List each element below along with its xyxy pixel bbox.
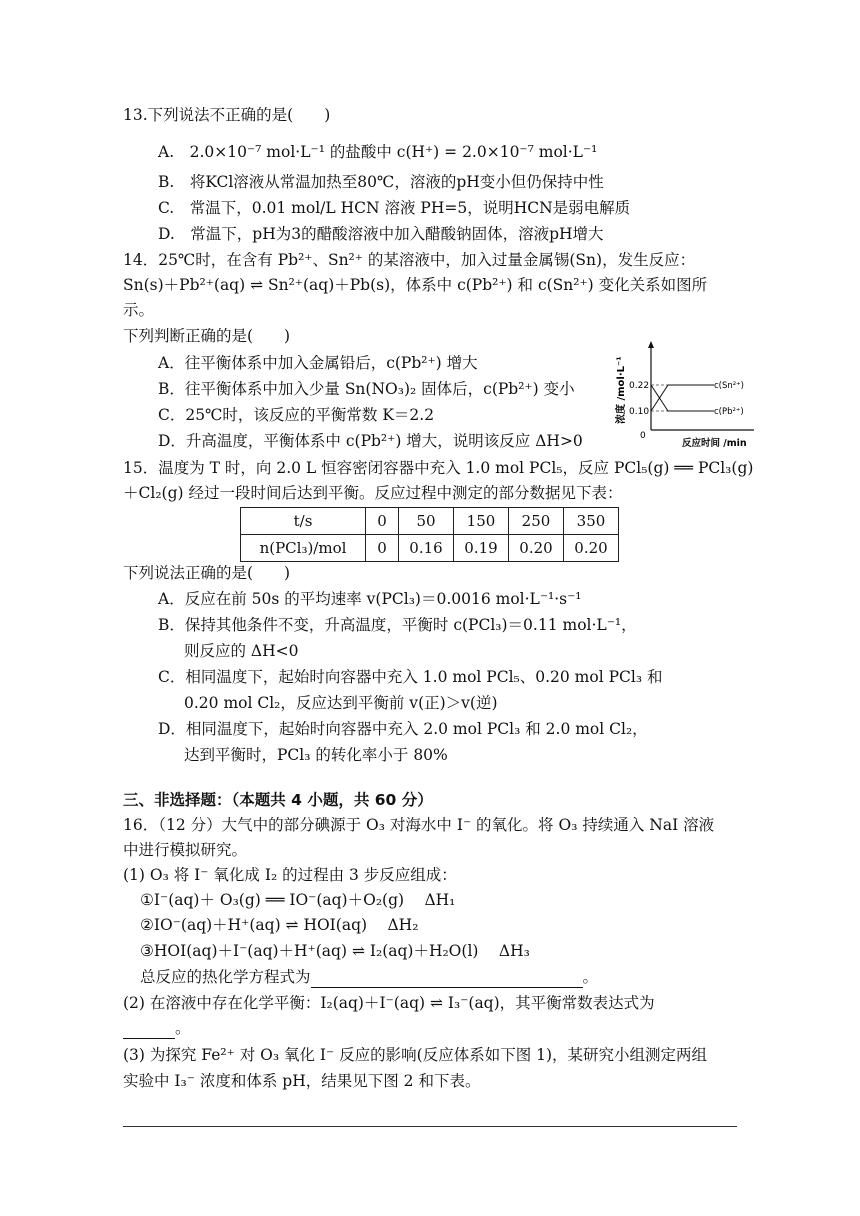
figure-x-label: 反应时间 /min: [682, 438, 747, 449]
q15-data-table: [240, 507, 619, 562]
q16-reaction-1: ①I⁻(aq)＋ O₃(g) ══ IO⁻(aq)＋O₂(g) ΔH₁: [140, 891, 456, 909]
table-cell: t/s: [241, 508, 366, 535]
table-cell: 0: [366, 535, 399, 562]
table-cell: 0: [366, 508, 399, 535]
q15-option-c-line-1: C．相同温度下，起始时向容器中充入 1.0 mol PCl₅、0.20 mol PCl₃ 和: [158, 668, 663, 686]
q15-line-1: 15．温度为 T 时，向 2.0 L 恒容密闭容器中充入 1.0 mol PCl₅，反应 PCl₅(g) ══ PCl₃(g): [123, 459, 754, 477]
q15-option-b-line-2: 则反应的 ΔH<0: [184, 642, 299, 660]
total-reaction-end: 。: [582, 968, 599, 986]
section-heading: 三、非选择题：（本题共 4 小题，共 60 分）: [123, 791, 433, 809]
table-cell: 150: [454, 508, 509, 535]
q15-prompt: 下列说法正确的是( ): [123, 564, 291, 582]
q14-option-a: A．往平衡体系中加入金属铅后，c(Pb²⁺) 增大: [158, 354, 478, 372]
q13-option-c: C. 常温下，0.01 mol/L HCN 溶液 PH=5，说明HCN是弱电解质: [158, 199, 631, 217]
part-2-end: 。: [175, 1019, 191, 1037]
q14-line-2: Sn(s)＋Pb²⁺(aq) ⇌ Sn²⁺(aq)＋Pb(s)，体系中 c(Pb²⁺) 和 c(Sn²⁺) 变化关系如图所: [123, 276, 708, 294]
q13-option-b: B. 将KCl溶液从常温加热至80℃，溶液的pH变小但仍保持中性: [158, 173, 604, 191]
q16-part-3-line-2: 实验中 I₃⁻ 浓度和体系 pH，结果见下图 2 和下表。: [123, 1072, 481, 1090]
q16-part-2-blank-line: [123, 1017, 191, 1039]
figure-sn-label: c(Sn²⁺): [714, 381, 744, 391]
q16-part-1: (1) O₃ 将 I⁻ 氧化成 I₂ 的过程由 3 步反应组成：: [123, 866, 457, 884]
page-bottom-rule: [123, 1126, 737, 1127]
q14-prompt: 下列判断正确的是( ): [123, 327, 291, 345]
q15-option-d-line-2: 达到平衡时，PCl₃ 的转化率小于 80%: [184, 746, 448, 764]
q16-reaction-3: ③HOI(aq)＋I⁻(aq)＋H⁺(aq) ⇌ I₂(aq)＋H₂O(l) ΔH₃: [140, 942, 530, 960]
q16-line-1: 16．（12 分）大气中的部分碘源于 O₃ 对海水中 I⁻ 的氧化。将 O₃ 持续通入 NaI 溶液: [123, 816, 715, 834]
figure-tick-022: 0.22: [629, 381, 650, 391]
q14-line-3: 示。: [123, 301, 155, 319]
table-cell: 0.20: [564, 535, 619, 562]
figure-origin: 0: [640, 431, 646, 441]
table-cell: 0.19: [454, 535, 509, 562]
q16-line-2: 中进行模拟研究。: [123, 841, 248, 859]
figure-sn-curve: [651, 385, 714, 411]
q15-option-d-line-1: D．相同温度下，起始时向容器中充入 2.0 mol PCl₃ 和 2.0 mol Cl₂，: [158, 720, 648, 738]
table-cell: n(PCl₃)/mol: [241, 535, 366, 562]
q14-option-b: B．往平衡体系中加入少量 Sn(NO₃)₂ 固体后，c(Pb²⁺) 变小: [158, 380, 575, 398]
q13-option-a: A. 2.0×10⁻⁷ mol·L⁻¹ 的盐酸中 c(H⁺) = 2.0×10⁻⁷ mol·L⁻¹: [158, 143, 598, 161]
figure-pb-label: c(Pb²⁺): [714, 407, 744, 417]
answer-blank-1[interactable]: [311, 971, 583, 988]
figure-tick-010: 0.10: [629, 407, 650, 417]
q14-concentration-figure: [604, 340, 760, 452]
answer-blank-2[interactable]: [123, 1022, 175, 1039]
figure-pb-curve: [651, 385, 714, 411]
table-row: [241, 535, 619, 562]
table-row: [241, 508, 619, 535]
q16-part-2: (2) 在溶液中存在化学平衡：I₂(aq)＋I⁻(aq) ⇌ I₃⁻(aq)，其平衡常数表达式为: [123, 994, 655, 1012]
table-cell: 0.20: [509, 535, 564, 562]
q13-stem: 13.下列说法不正确的是( ): [123, 106, 331, 124]
q13-option-d: D. 常温下，pH为3的醋酸溶液中加入醋酸钠固体，溶液pH增大: [158, 225, 604, 243]
q15-option-a: A．反应在前 50s 的平均速率 v(PCl₃)＝0.0016 mol·L⁻¹·s⁻¹: [158, 590, 582, 608]
q15-option-c-line-2: 0.20 mol Cl₂，反应达到平衡前 v(正)＞v(逆): [184, 694, 498, 712]
figure-y-label: 浓度 /mol·L⁻¹: [616, 356, 627, 424]
q16-total-reaction: [140, 966, 598, 988]
total-reaction-label: 总反应的热化学方程式为: [140, 968, 311, 986]
q15-option-b-line-1: B．保持其他条件不变，升高温度，平衡时 c(PCl₃)＝0.11 mol·L⁻¹，: [158, 616, 637, 634]
q14-option-d: D．升高温度，平衡体系中 c(Pb²⁺) 增大，说明该反应 ΔH>0: [158, 432, 583, 450]
q14-option-c: C．25℃时，该反应的平衡常数 K＝2.2: [158, 406, 435, 424]
q14-line-1: 14．25℃时，在含有 Pb²⁺、Sn²⁺ 的某溶液中，加入过量金属锡(Sn)，发生反应：: [123, 251, 696, 269]
figure-y-arrow: [648, 341, 654, 348]
table-cell: 50: [399, 508, 454, 535]
q16-part-3-line-1: (3) 为探究 Fe²⁺ 对 O₃ 氧化 I⁻ 反应的影响(反应体系如下图 1)，某研究小组测定两组: [123, 1046, 708, 1064]
table-cell: 350: [564, 508, 619, 535]
table-cell: 0.16: [399, 535, 454, 562]
table-cell: 250: [509, 508, 564, 535]
q15-line-2: ＋Cl₂(g) 经过一段时间后达到平衡。反应过程中测定的部分数据见下表：: [123, 484, 623, 502]
q16-reaction-2: ②IO⁻(aq)＋H⁺(aq) ⇌ HOI(aq) ΔH₂: [140, 916, 419, 934]
